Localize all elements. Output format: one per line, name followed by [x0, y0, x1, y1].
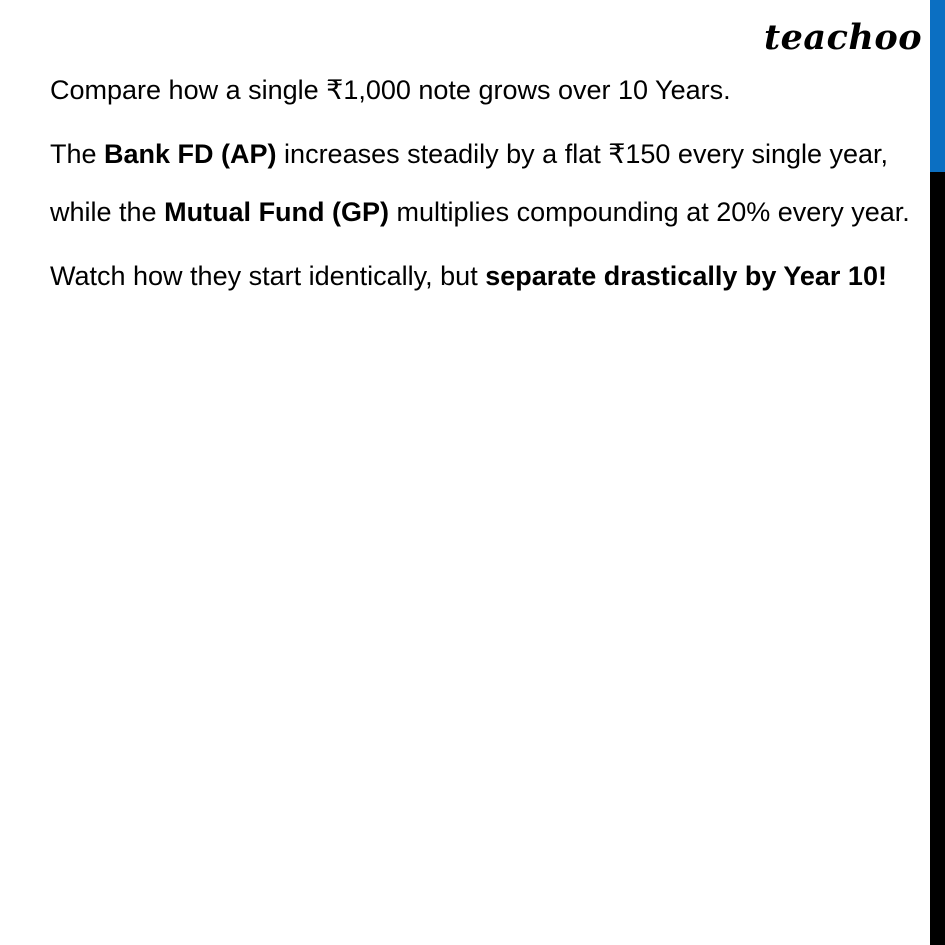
- bank-fd-label: Bank FD (AP): [104, 139, 277, 169]
- paragraph-comparison: [50, 125, 910, 241]
- text-segment: Watch how they start identically, but: [50, 261, 486, 291]
- paragraph-conclusion: [50, 247, 910, 305]
- text-segment: The: [50, 139, 105, 169]
- paragraph-intro: Compare how a single ₹1,000 note grows over 10 Years.: [50, 75, 731, 105]
- text-segment: increases steadily by a flat ₹150 every single year, while the: [50, 139, 889, 227]
- main-text: [50, 61, 910, 311]
- mutual-fund-label: Mutual Fund (GP): [164, 197, 390, 227]
- side-bar-accent: [930, 0, 945, 172]
- emphasis-text: separate drastically by Year 10!: [485, 261, 887, 291]
- teachoo-logo: teachoo: [764, 17, 923, 58]
- text-segment: multiplies compounding at 20% every year.: [389, 197, 910, 227]
